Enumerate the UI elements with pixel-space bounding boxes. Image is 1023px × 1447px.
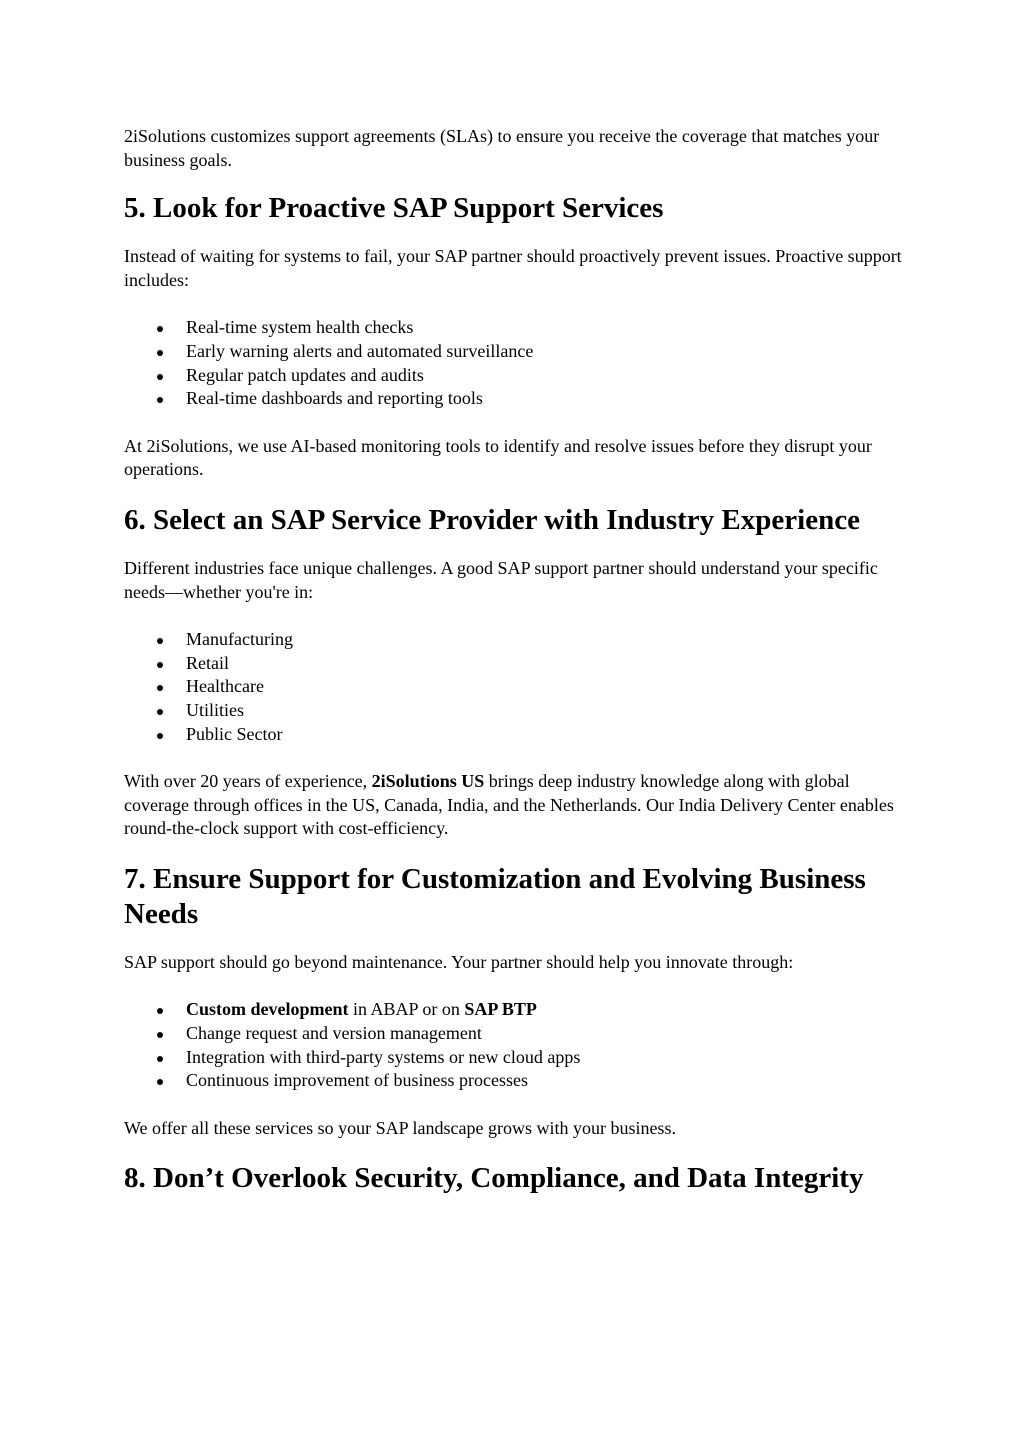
list-item: Public Sector [124,723,914,747]
section-5-intro-paragraph: Instead of waiting for systems to fail, your SAP partner should proactively prevent issues. Proactive support includes: [124,246,902,290]
section-6-closing-paragraph [124,770,914,841]
company-name-bold: 2iSolutions US [371,771,485,792]
list-item: Real-time system health checks [124,316,914,340]
section-6-heading: 6. Select an SAP Service Provider with Industry Experience [124,503,860,536]
document-page [124,125,914,1196]
list-item: Utilities [124,699,914,723]
section-7-heading: 7. Ensure Support for Customization and Evolving Business Needs [124,862,866,930]
list-item: Regular patch updates and audits [124,364,914,388]
section-8-heading: 8. Don’t Overlook Security, Compliance, and Data Integrity [124,1162,864,1195]
list-item [124,998,914,1022]
list-item: Integration with third-party systems or new cloud apps [124,1046,914,1070]
section-5-heading: 5. Look for Proactive SAP Support Services [124,192,664,225]
list-item: Retail [124,652,914,676]
intro-paragraph: 2iSolutions customizes support agreements (SLAs) to ensure you receive the coverage that matches your business goals. [124,126,880,170]
sap-btp-bold: SAP BTP [464,999,537,1020]
list-item-text: in ABAP or on [348,999,465,1020]
section-5-closing-paragraph: At 2iSolutions, we use AI-based monitoring tools to identify and resolve issues before they disrupt your operations. [124,435,872,480]
list-item: Manufacturing [124,628,914,652]
section-7-intro-paragraph: SAP support should go beyond maintenance. Your partner should help you innovate through: [124,951,794,972]
list-item: Change request and version management [124,1022,914,1046]
paragraph-text: With over 20 years of experience, [124,771,372,792]
section-7-list [124,998,914,1092]
list-item: Healthcare [124,675,914,699]
section-6-intro-paragraph: Different industries face unique challenges. A good SAP support partner should understand your specific needs—whether you're in: [124,557,878,602]
custom-development-bold: Custom development [186,999,349,1020]
section-5-list [124,316,914,410]
section-6-list [124,628,914,746]
paragraph-text: brings deep industry knowledge along with global coverage through offices in the US, Canada, India, and the Netherlands. Our India Delivery Center enables round-the-clock support with cost-efficiency. [124,771,894,839]
list-item: Continuous improvement of business processes [124,1069,914,1093]
list-item: Real-time dashboards and reporting tools [124,387,914,411]
section-7-closing-paragraph: We offer all these services so your SAP landscape grows with your business. [124,1117,676,1138]
list-item: Early warning alerts and automated surveillance [124,340,914,364]
